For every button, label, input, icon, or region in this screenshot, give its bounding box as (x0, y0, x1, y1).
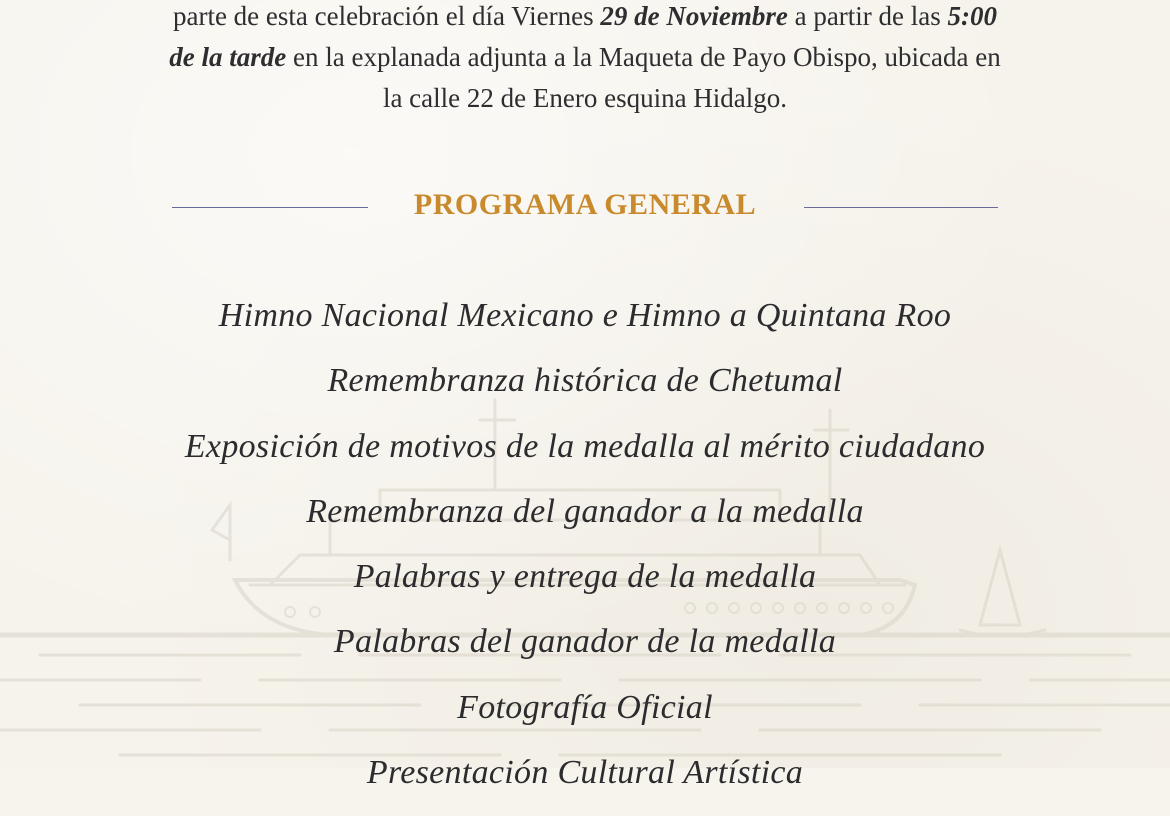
event-time: de la tarde (169, 42, 287, 72)
program-header (0, 186, 1170, 230)
divider-right (804, 207, 998, 208)
program-item: Palabras y entrega de la medalla (353, 558, 817, 596)
program-item: Presentación Cultural Artística (366, 754, 804, 792)
event-date: 29 de Noviembre (600, 1, 788, 31)
program-title: PROGRAMA GENERAL (413, 188, 757, 221)
program-item: Remembranza del ganador a la medalla (306, 492, 864, 530)
intro-line-2 (0, 37, 1170, 78)
program-item: Exposición de motivos de la medalla al mérito ciudadano (184, 427, 986, 465)
program-item: Fotografía Oficial (457, 688, 713, 726)
program-list (0, 294, 1170, 816)
event-time: 5:00 (947, 1, 998, 31)
program-item: Palabras del ganador de la medalla (333, 623, 837, 661)
event-intro (0, 0, 1170, 119)
event-location: en la explanada adjunta a la Maqueta de Payo Obispo, ubicada en (286, 42, 1001, 72)
intro-line-3 (0, 78, 1170, 119)
program-item: Remembranza histórica de Chetumal (327, 362, 843, 400)
program-item: Himno Nacional Mexicano e Himno a Quintana Roo (218, 297, 952, 334)
event-address: la calle 22 de Enero esquina Hidalgo. (382, 83, 788, 113)
intro-text: a partir de las (787, 1, 948, 31)
intro-text: parte de esta celebración el día Viernes (172, 1, 601, 31)
intro-line-1 (0, 0, 1170, 37)
